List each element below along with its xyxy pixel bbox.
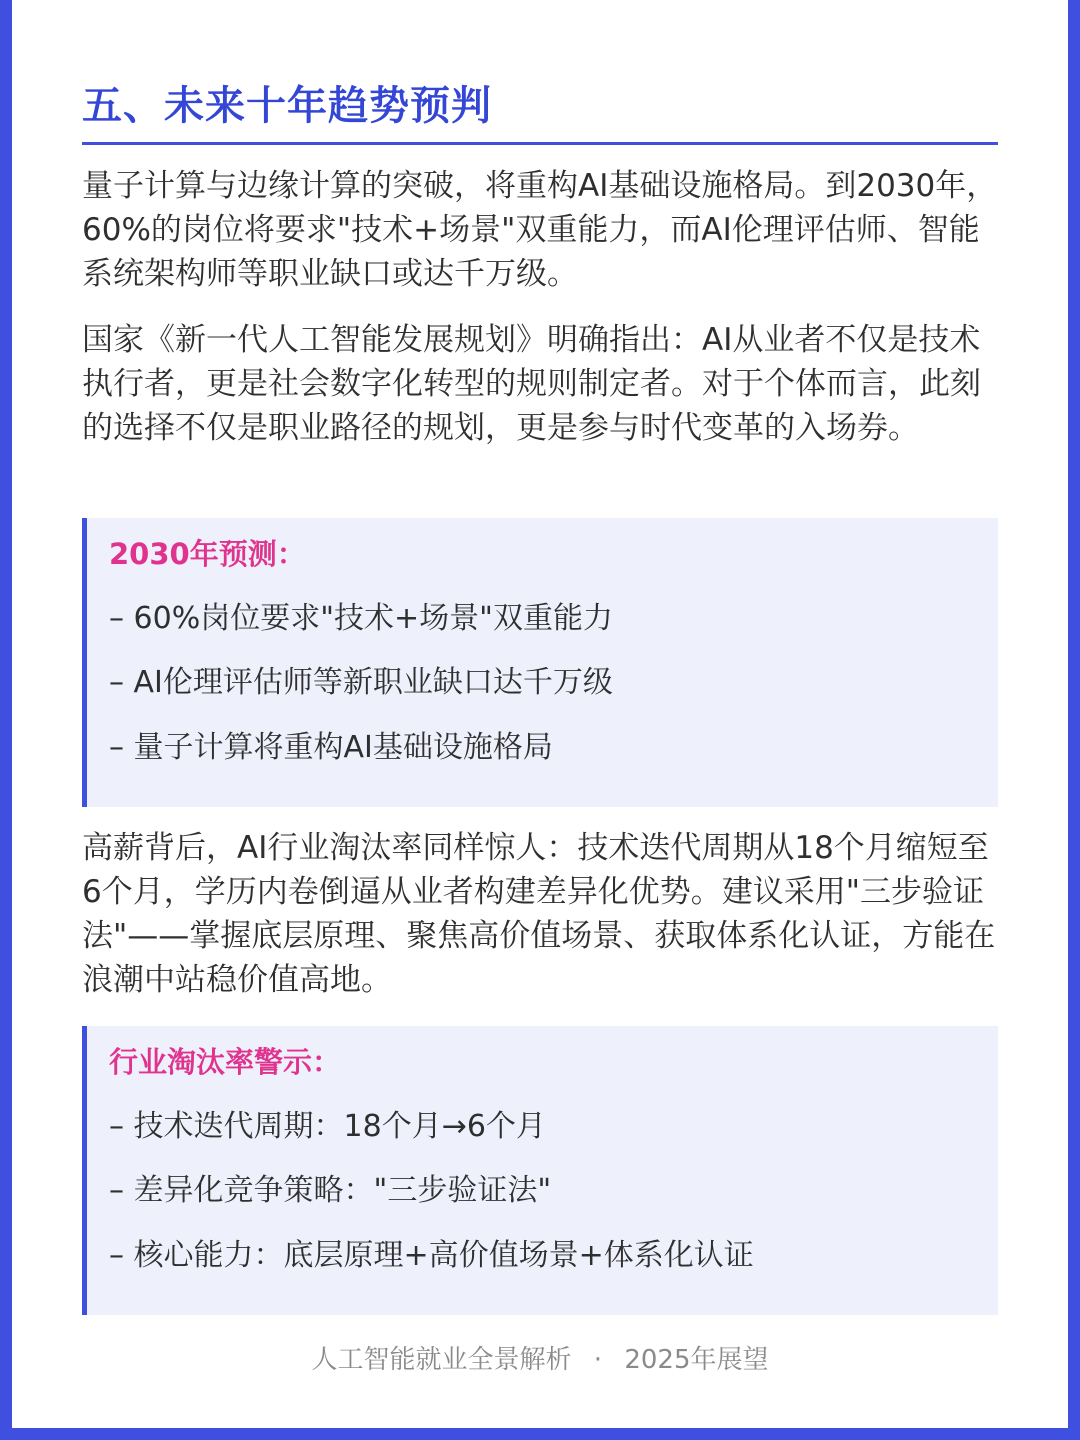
callout-title: 2030年预测： (109, 537, 306, 571)
callout-list-item: – 技术迭代周期：18个月→6个月 (109, 1109, 546, 1144)
callout-industry-warning (82, 1026, 998, 1315)
footer-series-title: 人工智能就业全景解析 (311, 1345, 572, 1375)
callout-list-item: – AI伦理评估师等新职业缺口达千万级 (109, 665, 613, 700)
section-title: 五、未来十年趋势预判 (82, 83, 492, 129)
footer (12, 1340, 1068, 1380)
footer-separator: · (593, 1345, 603, 1375)
paragraph-national-plan: 国家《新一代人工智能发展规划》明确指出：AI从业者不仅是技术执行者，更是社会数字化转型的规则制定者。对于个体而言，此刻的选择不仅是职业路径的规划，更是参与时代变革的入场券。 (82, 322, 981, 446)
callout-2030-forecast (82, 518, 998, 807)
title-underline (82, 142, 998, 145)
callout-list-item: – 量子计算将重构AI基础设施格局 (109, 730, 553, 765)
callout-title: 行业淘汰率警示： (109, 1045, 342, 1079)
footer-subtitle: 2025年展望 (624, 1345, 769, 1375)
callout-list-item: – 差异化竞争策略："三步验证法" (109, 1173, 552, 1208)
callout-list-item: – 核心能力：底层原理+高价值场景+体系化认证 (109, 1238, 754, 1273)
paragraph-elimination-rate: 高薪背后，AI行业淘汰率同样惊人：技术迭代周期从18个月缩短至6个月，学历内卷倒逼从业者构建差异化优势。建议采用"三步验证法"——掌握底层原理、聚焦高价值场景、获取体系化认证，方能在浪潮中站稳价值高地。 (82, 830, 996, 998)
page (12, 0, 1068, 1428)
callout-list-item: – 60%岗位要求"技术+场景"双重能力 (109, 601, 613, 636)
paragraph-trends: 量子计算与边缘计算的突破，将重构AI基础设施格局。到2030年，60%的岗位将要求"技术+场景"双重能力，而AI伦理评估师、智能系统架构师等职业缺口或达千万级。 (82, 168, 998, 292)
